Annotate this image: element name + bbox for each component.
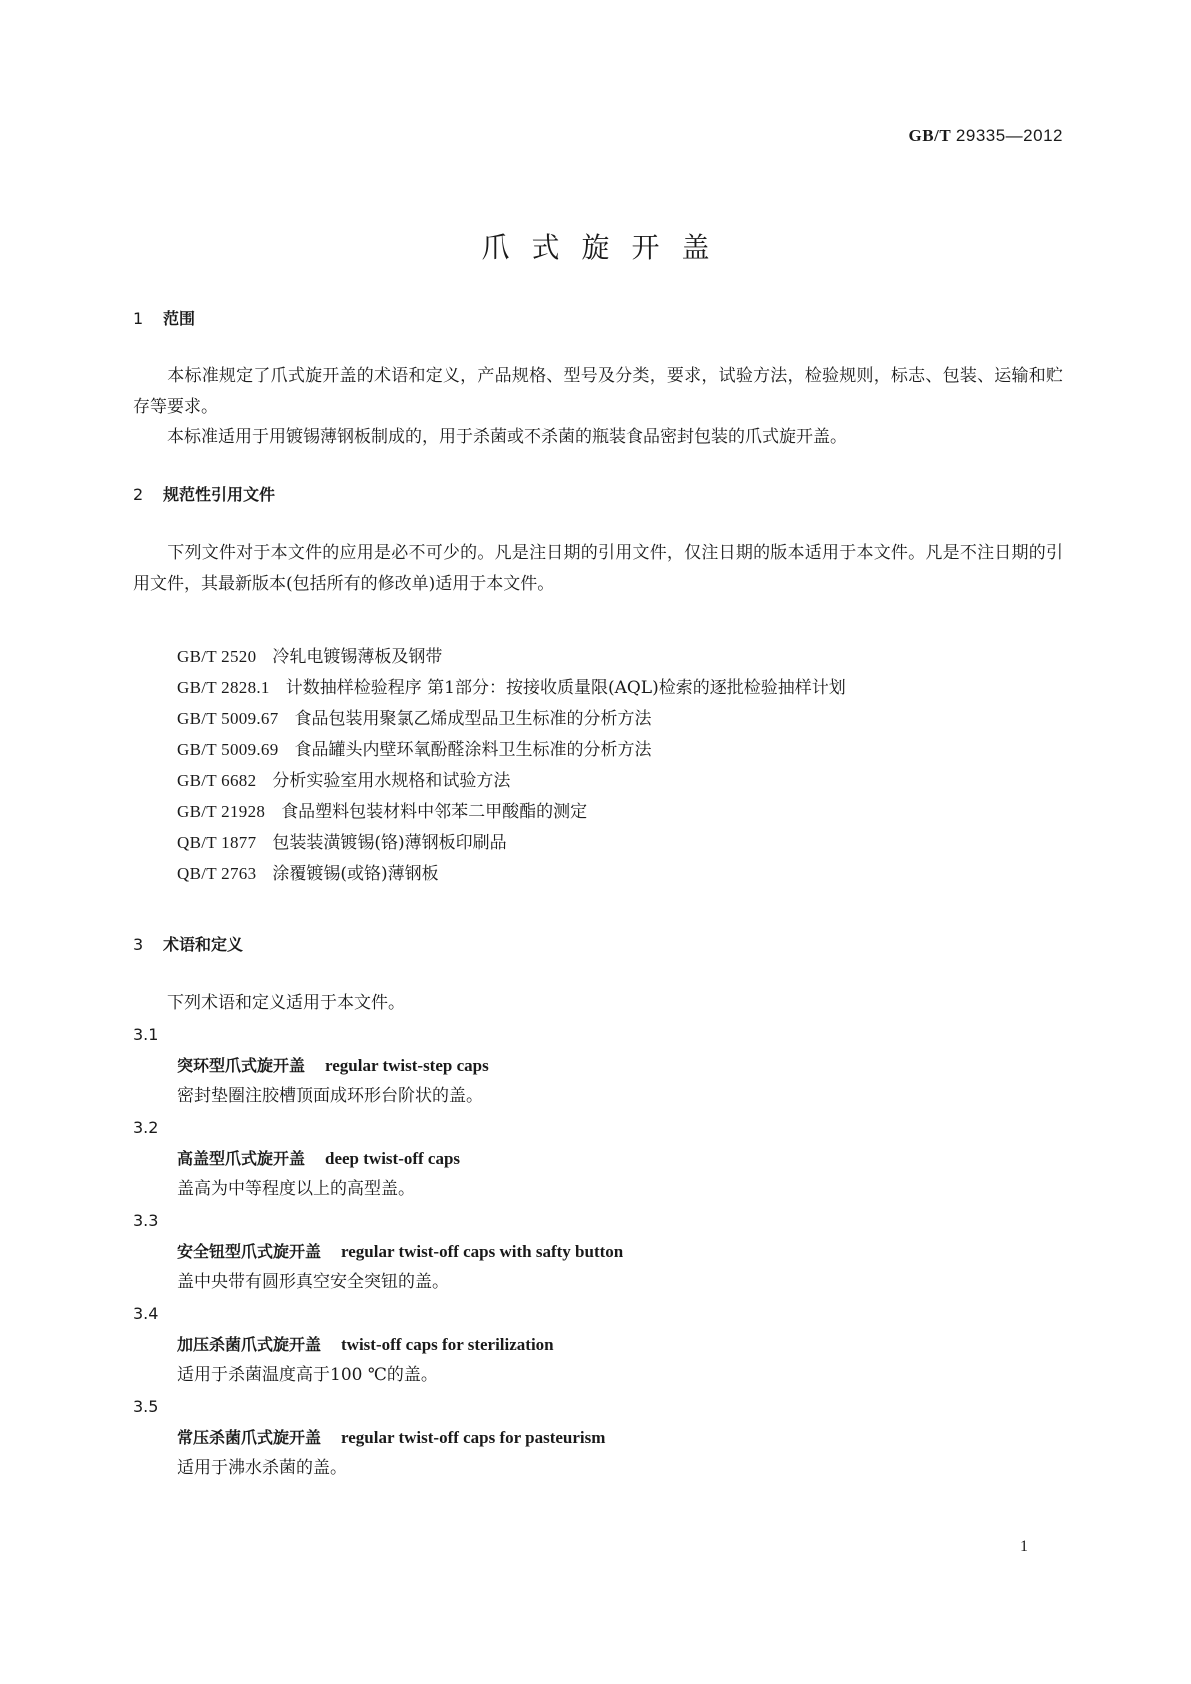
section-title: 术语和定义 (163, 935, 244, 954)
term-definition: 盖高为中等程度以上的高型盖。 (177, 1179, 415, 1199)
document-title: 爪式旋开盖 (481, 231, 732, 264)
term-number: 3.2 (133, 1118, 159, 1137)
reference-item: GB/T 2828.1 计数抽样检验程序 第1部分：按接收质量限(AQL)检索的逐批检验抽样计划 (177, 678, 846, 698)
standard-number (909, 126, 1063, 146)
reference-item: GB/T 2520 冷轧电镀锡薄板及钢带 (177, 647, 443, 667)
reference-item: QB/T 2763 涂覆镀锡(或铬)薄钢板 (177, 864, 439, 884)
section-number: 1 (133, 309, 144, 328)
reference-item: QB/T 1877 包装装潢镀锡(铬)薄钢板印刷品 (177, 833, 507, 853)
section-title: 规范性引用文件 (163, 485, 276, 504)
term-number: 3.4 (133, 1304, 159, 1323)
term-definition: 适用于沸水杀菌的盖。 (177, 1458, 347, 1478)
term-number: 3.3 (133, 1211, 159, 1230)
section-number: 3 (133, 935, 144, 954)
standard-code: 29335—2012 (955, 126, 1063, 145)
terms-intro-paragraph: 下列术语和定义适用于本文件。 (167, 993, 405, 1013)
page-number: 1 (1020, 1538, 1028, 1555)
term-definition: 适用于杀菌温度高于100 ℃的盖。 (177, 1365, 438, 1385)
term-entry (133, 1112, 460, 1205)
reference-item: GB/T 6682 分析实验室用水规格和试验方法 (177, 771, 511, 791)
section-heading-terms-and-definitions (133, 932, 243, 955)
scope-paragraph-2: 本标准适用于用镀锡薄钢板制成的，用于杀菌或不杀菌的瓶装食品密封包装的爪式旋开盖。 (167, 427, 847, 447)
reference-item: GB/T 5009.67 食品包装用聚氯乙烯成型品卫生标准的分析方法 (177, 709, 652, 729)
reference-item: GB/T 5009.69 食品罐头内壁环氧酚醛涂料卫生标准的分析方法 (177, 740, 652, 760)
term-definition: 密封垫圈注胶槽顶面成环形台阶状的盖。 (177, 1086, 483, 1106)
term-name: 高盖型爪式旋开盖 deep twist-off caps (177, 1149, 461, 1168)
section-heading-scope (133, 306, 195, 329)
term-number: 3.5 (133, 1397, 159, 1416)
section-title: 范围 (163, 309, 196, 328)
term-number: 3.1 (133, 1025, 159, 1044)
term-name: 加压杀菌爪式旋开盖 twist-off caps for sterilization (177, 1335, 554, 1354)
section-number: 2 (133, 485, 144, 504)
term-name: 常压杀菌爪式旋开盖 regular twist-off caps for pasteurism (177, 1428, 606, 1447)
term-entry (133, 1019, 489, 1112)
term-entry (133, 1391, 605, 1484)
reference-list (177, 641, 846, 889)
reference-item: GB/T 21928 食品塑料包装材料中邻苯二甲酸酯的测定 (177, 802, 588, 822)
standard-prefix: GB/T (908, 126, 952, 145)
term-name: 突环型爪式旋开盖 regular twist-step caps (177, 1056, 489, 1075)
term-entry (133, 1298, 554, 1391)
term-entry (133, 1205, 623, 1298)
term-name: 安全钮型爪式旋开盖 regular twist-off caps with safty button (177, 1242, 624, 1261)
section-heading-normative-references (133, 482, 275, 505)
references-intro-paragraph: 下列文件对于本文件的应用是必不可少的。凡是注日期的引用文件，仅注日期的版本适用于本文件。凡是不注日期的引用文件，其最新版本(包括所有的修改单)适用于本文件。 (133, 543, 1063, 594)
scope-paragraph-1: 本标准规定了爪式旋开盖的术语和定义，产品规格、型号及分类，要求，试验方法，检验规则，标志、包装、运输和贮存等要求。 (133, 366, 1063, 417)
term-definition: 盖中央带有圆形真空安全突钮的盖。 (177, 1272, 449, 1292)
